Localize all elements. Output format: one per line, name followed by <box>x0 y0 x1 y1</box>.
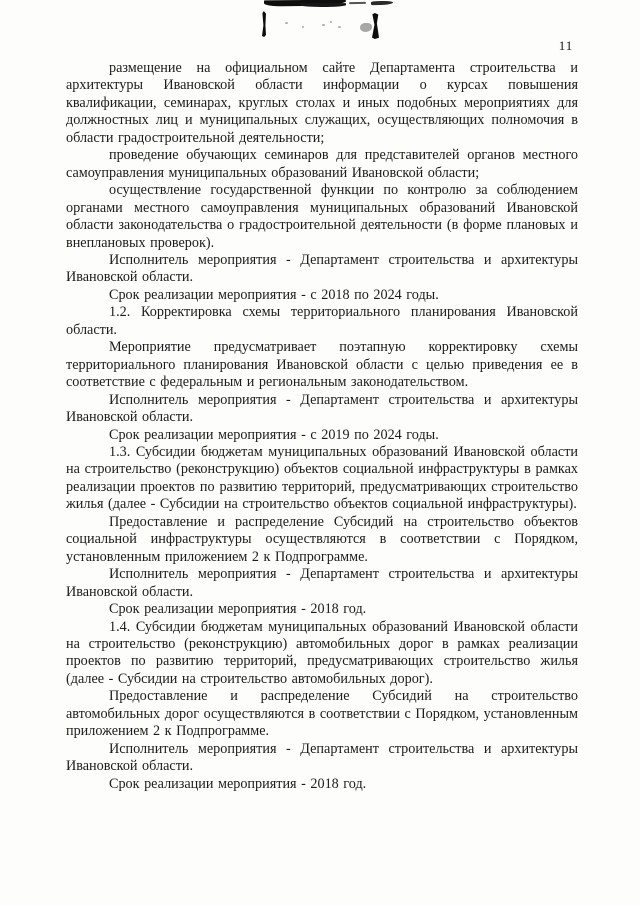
paragraph: Исполнитель мероприятия - Департамент строительства и архитектуры Ивановской области. <box>66 740 578 775</box>
scan-mark-left <box>262 11 266 37</box>
paragraph: Мероприятие предусматривает поэтапную корректировку схемы территориального планирования Ивановской области с целью приведения ее в соответствие с федеральным и региональным законодательством. <box>66 339 578 391</box>
paragraph: Исполнитель мероприятия - Департамент строительства и архитектуры Ивановской области. <box>66 251 578 286</box>
scan-smudge-gray <box>360 23 372 32</box>
paragraph: осуществление государственной функции по контролю за соблюдением органами местного самоуправления муниципальных образований Ивановской области законодательства о градостроительной деятельности (в форме плановых и внеплановых проверок). <box>66 182 578 251</box>
paragraph: размещение на официальном сайте Департамента строительства и архитектуры Ивановской области информации о курсах повышения квалификации, семинарах, круглых столах и иных подобных мероприятиях для должностных лиц и муниципальных служащих, осуществляющих полномочия в области градостроительной деятельности; <box>66 60 578 146</box>
scan-speck <box>330 21 332 23</box>
scan-smudge-dash <box>349 2 366 4</box>
scan-speck <box>285 22 288 24</box>
paragraph: 1.2. Корректировка схемы территориального планирования Ивановской области. <box>66 304 578 338</box>
paragraph: Исполнитель мероприятия - Департамент строительства и архитектуры Ивановской области. <box>66 566 578 600</box>
scan-speck <box>322 24 325 26</box>
paragraph: Срок реализации мероприятия - с 2018 по 2024 годы. <box>109 286 439 303</box>
paragraph: Срок реализации мероприятия - 2018 год. <box>109 775 367 792</box>
paragraph: 1.3. Субсидии бюджетам муниципальных образований Ивановской области на строительство (реконструкцию) объектов социальной инфраструктуры в рамках реализации проектов по развитию территорий, предусматривающих строительство жилья (далее - Субсидии на строительство объектов социальной инфраструктуры). <box>66 443 578 513</box>
scan-smudge-dash-2 <box>371 1 393 5</box>
paragraph: Предоставление и распределение Субсидий на строительство объектов социальной инфраструктуры осуществляются в соответствии с Порядком, установленным приложением 2 к Подпрограмме. <box>66 513 578 565</box>
page-number: 11 <box>558 38 574 53</box>
scan-speck <box>338 26 341 28</box>
scan-smudge-top-2 <box>300 3 346 7</box>
paragraph: Срок реализации мероприятия - с 2019 по 2024 годы. <box>109 426 439 443</box>
paragraph: 1.4. Субсидии бюджетам муниципальных образований Ивановской области на строительство (реконструкцию) автомобильных дорог в рамках реализации проектов по развитию территорий, предусматривающих строительство жилья (далее - Субсидии на строительство автомобильных дорог). <box>66 618 578 687</box>
paragraph: проведение обучающих семинаров для представителей органов местного самоуправления муниципальных образований Ивановской области; <box>66 147 578 181</box>
paragraph: Предоставление и распределение Субсидий на строительство автомобильных дорог осуществляются в соответствии с Порядком, установленным приложением 2 к Подпрограмме. <box>66 688 578 740</box>
scan-speck <box>302 26 304 28</box>
paragraph: Срок реализации мероприятия - 2018 год. <box>109 601 367 618</box>
scan-mark-right <box>372 13 379 39</box>
paragraph: Исполнитель мероприятия - Департамент строительства и архитектуры Ивановской области. <box>66 391 578 426</box>
document-body <box>66 60 578 793</box>
